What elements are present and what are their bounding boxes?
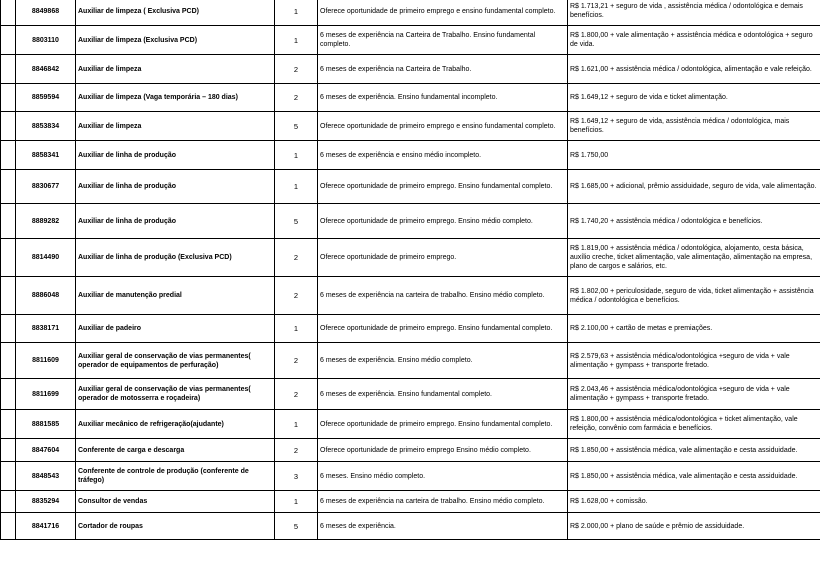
vacancy-code: 8859594 xyxy=(16,84,76,112)
job-title: Auxiliar de limpeza xyxy=(76,112,275,141)
job-title: Conferente de carga e descarga xyxy=(76,439,275,462)
job-title: Auxiliar de padeiro xyxy=(76,315,275,343)
vacancy-count: 1 xyxy=(275,410,318,439)
job-requirements: 6 meses de experiência na Carteira de Trabalho. xyxy=(318,55,568,84)
vacancy-count: 2 xyxy=(275,239,318,277)
job-requirements: 6 meses de experiência e ensino médio incompleto. xyxy=(318,141,568,170)
salary-benefits: R$ 2.043,46 + assistência médica/odontológica +seguro de vida + vale alimentação + gympass + transporte fretado. xyxy=(568,379,820,410)
table-body xyxy=(1,0,820,540)
table-row xyxy=(1,439,820,462)
vacancy-code: 8841716 xyxy=(16,513,76,540)
job-title: Auxiliar geral de conservação de vias permanentes( operador de equipamentos de perfuração) xyxy=(76,343,275,379)
row-margin-cell xyxy=(1,410,16,439)
salary-benefits: R$ 1.740,20 + assistência médica / odontológica e benefícios. xyxy=(568,204,820,239)
job-requirements: Oferece oportunidade de primeiro emprego. Ensino fundamental completo. xyxy=(318,170,568,204)
vacancy-count: 5 xyxy=(275,204,318,239)
job-title: Auxiliar de manutenção predial xyxy=(76,277,275,315)
row-margin-cell xyxy=(1,343,16,379)
salary-benefits: R$ 1.850,00 + assistência médica, vale alimentação e cesta assiduidade. xyxy=(568,439,820,462)
job-title: Auxiliar de linha de produção (Exclusiva PCD) xyxy=(76,239,275,277)
row-margin-cell xyxy=(1,170,16,204)
vacancy-code: 8858341 xyxy=(16,141,76,170)
vacancy-count: 2 xyxy=(275,277,318,315)
job-title: Auxiliar de linha de produção xyxy=(76,141,275,170)
job-title: Auxiliar de linha de produção xyxy=(76,170,275,204)
table-row xyxy=(1,513,820,540)
job-title: Auxiliar de linha de produção xyxy=(76,204,275,239)
row-margin-cell xyxy=(1,26,16,55)
table-row xyxy=(1,84,820,112)
vacancy-code: 8846842 xyxy=(16,55,76,84)
vacancy-count: 1 xyxy=(275,315,318,343)
vacancy-code: 8889282 xyxy=(16,204,76,239)
salary-benefits: R$ 1.649,12 + seguro de vida, assistência médica / odontológica, mais benefícios. xyxy=(568,112,820,141)
vacancy-count: 2 xyxy=(275,84,318,112)
job-requirements: Oferece oportunidade de primeiro emprego. Ensino fundamental completo. xyxy=(318,315,568,343)
vacancy-count: 1 xyxy=(275,0,318,26)
job-requirements: 6 meses. Ensino médio completo. xyxy=(318,462,568,491)
salary-benefits: R$ 2.000,00 + plano de saúde e prêmio de assiduidade. xyxy=(568,513,820,540)
job-title: Consultor de vendas xyxy=(76,491,275,513)
job-title: Auxiliar de limpeza (Exclusiva PCD) xyxy=(76,26,275,55)
job-requirements: Oferece oportunidade de primeiro emprego. xyxy=(318,239,568,277)
table-row xyxy=(1,315,820,343)
job-requirements: 6 meses de experiência na carteira de trabalho. Ensino médio completo. xyxy=(318,491,568,513)
job-title: Auxiliar mecânico de refrigeração(ajudante) xyxy=(76,410,275,439)
table-row xyxy=(1,112,820,141)
vacancy-count: 2 xyxy=(275,379,318,410)
job-title: Cortador de roupas xyxy=(76,513,275,540)
vacancy-code: 8886048 xyxy=(16,277,76,315)
vacancy-code: 8848543 xyxy=(16,462,76,491)
salary-benefits: R$ 2.100,00 + cartão de metas e premiações. xyxy=(568,315,820,343)
table-row xyxy=(1,26,820,55)
table-row xyxy=(1,277,820,315)
salary-benefits: R$ 1.628,00 + comissão. xyxy=(568,491,820,513)
row-margin-cell xyxy=(1,204,16,239)
table-row xyxy=(1,410,820,439)
table-row xyxy=(1,343,820,379)
vacancy-count: 1 xyxy=(275,141,318,170)
row-margin-cell xyxy=(1,0,16,26)
vacancy-count: 1 xyxy=(275,26,318,55)
row-margin-cell xyxy=(1,84,16,112)
job-requirements: 6 meses de experiência. Ensino fundamental completo. xyxy=(318,379,568,410)
row-margin-cell xyxy=(1,439,16,462)
job-title: Auxiliar de limpeza ( Exclusiva PCD) xyxy=(76,0,275,26)
salary-benefits: R$ 1.750,00 xyxy=(568,141,820,170)
vacancy-code: 8849868 xyxy=(16,0,76,26)
vacancy-count: 1 xyxy=(275,170,318,204)
vacancy-count: 5 xyxy=(275,513,318,540)
job-requirements: Oferece oportunidade de primeiro emprego Ensino médio completo. xyxy=(318,439,568,462)
vacancy-code: 8814490 xyxy=(16,239,76,277)
table-row xyxy=(1,55,820,84)
row-margin-cell xyxy=(1,462,16,491)
job-requirements: 6 meses de experiência. Ensino fundamental incompleto. xyxy=(318,84,568,112)
vacancy-code: 8847604 xyxy=(16,439,76,462)
vacancy-code: 8853834 xyxy=(16,112,76,141)
row-margin-cell xyxy=(1,379,16,410)
job-title: Auxiliar de limpeza xyxy=(76,55,275,84)
table-row xyxy=(1,462,820,491)
salary-benefits: R$ 1.649,12 + seguro de vida e ticket alimentação. xyxy=(568,84,820,112)
vacancy-count: 1 xyxy=(275,491,318,513)
vacancy-code: 8830677 xyxy=(16,170,76,204)
vacancy-count: 3 xyxy=(275,462,318,491)
job-requirements: Oferece oportunidade de primeiro emprego. Ensino fundamental completo. xyxy=(318,410,568,439)
salary-benefits: R$ 1.800,00 + assistência médica/odontológica + ticket alimentação, vale refeição, convênio com farmácia e benefícios. xyxy=(568,410,820,439)
row-margin-cell xyxy=(1,277,16,315)
vacancy-count: 2 xyxy=(275,343,318,379)
job-title: Auxiliar geral de conservação de vias permanentes( operador de motosserra e roçadeira) xyxy=(76,379,275,410)
salary-benefits: R$ 1.713,21 + seguro de vida , assistência médica / odontológica e demais benefícios. xyxy=(568,0,820,26)
row-margin-cell xyxy=(1,112,16,141)
row-margin-cell xyxy=(1,315,16,343)
salary-benefits: R$ 2.579,63 + assistência médica/odontológica +seguro de vida + vale alimentação + gympass + transporte fretado. xyxy=(568,343,820,379)
vacancy-count: 2 xyxy=(275,55,318,84)
salary-benefits: R$ 1.800,00 + vale alimentação + assistência médica e odontológica + seguro de vida. xyxy=(568,26,820,55)
salary-benefits: R$ 1.621,00 + assistência médica / odontológica, alimentação e vale refeição. xyxy=(568,55,820,84)
job-requirements: Oferece oportunidade de primeiro emprego e ensino fundamental completo. xyxy=(318,0,568,26)
row-margin-cell xyxy=(1,513,16,540)
salary-benefits: R$ 1.850,00 + assistência médica, vale alimentação e cesta assiduidade. xyxy=(568,462,820,491)
row-margin-cell xyxy=(1,141,16,170)
job-requirements: Oferece oportunidade de primeiro emprego. Ensino médio completo. xyxy=(318,204,568,239)
vacancy-code: 8811699 xyxy=(16,379,76,410)
salary-benefits: R$ 1.685,00 + adicional, prêmio assiduidade, seguro de vida, vale alimentação. xyxy=(568,170,820,204)
table-row xyxy=(1,379,820,410)
table-row xyxy=(1,491,820,513)
table-row xyxy=(1,0,820,26)
salary-benefits: R$ 1.802,00 + periculosidade, seguro de vida, ticket alimentação + assistência médica / odontológica e benefícios. xyxy=(568,277,820,315)
job-requirements: 6 meses de experiência. xyxy=(318,513,568,540)
vacancy-count: 5 xyxy=(275,112,318,141)
job-title: Auxiliar de limpeza (Vaga temporária – 180 dias) xyxy=(76,84,275,112)
vacancy-code: 8838171 xyxy=(16,315,76,343)
table-row xyxy=(1,204,820,239)
vacancy-code: 8811609 xyxy=(16,343,76,379)
table-row xyxy=(1,170,820,204)
job-title: Conferente de controle de produção (conferente de tráfego) xyxy=(76,462,275,491)
vacancy-code: 8835294 xyxy=(16,491,76,513)
row-margin-cell xyxy=(1,491,16,513)
job-requirements: 6 meses de experiência na carteira de trabalho. Ensino médio completo. xyxy=(318,277,568,315)
job-requirements: 6 meses de experiência na Carteira de Trabalho. Ensino fundamental completo. xyxy=(318,26,568,55)
salary-benefits: R$ 1.819,00 + assistência médica / odontológica, alojamento, cesta básica, auxílio creche, ticket alimentação, vale alimentação, alimentação na empresa, plano de cargos e salários, etc. xyxy=(568,239,820,277)
vacancy-code: 8803110 xyxy=(16,26,76,55)
vacancy-count: 2 xyxy=(275,439,318,462)
vacancy-code: 8881585 xyxy=(16,410,76,439)
row-margin-cell xyxy=(1,55,16,84)
table-row xyxy=(1,141,820,170)
row-margin-cell xyxy=(1,239,16,277)
job-requirements: Oferece oportunidade de primeiro emprego e ensino fundamental completo. xyxy=(318,112,568,141)
table-row xyxy=(1,239,820,277)
job-requirements: 6 meses de experiência. Ensino médio completo. xyxy=(318,343,568,379)
